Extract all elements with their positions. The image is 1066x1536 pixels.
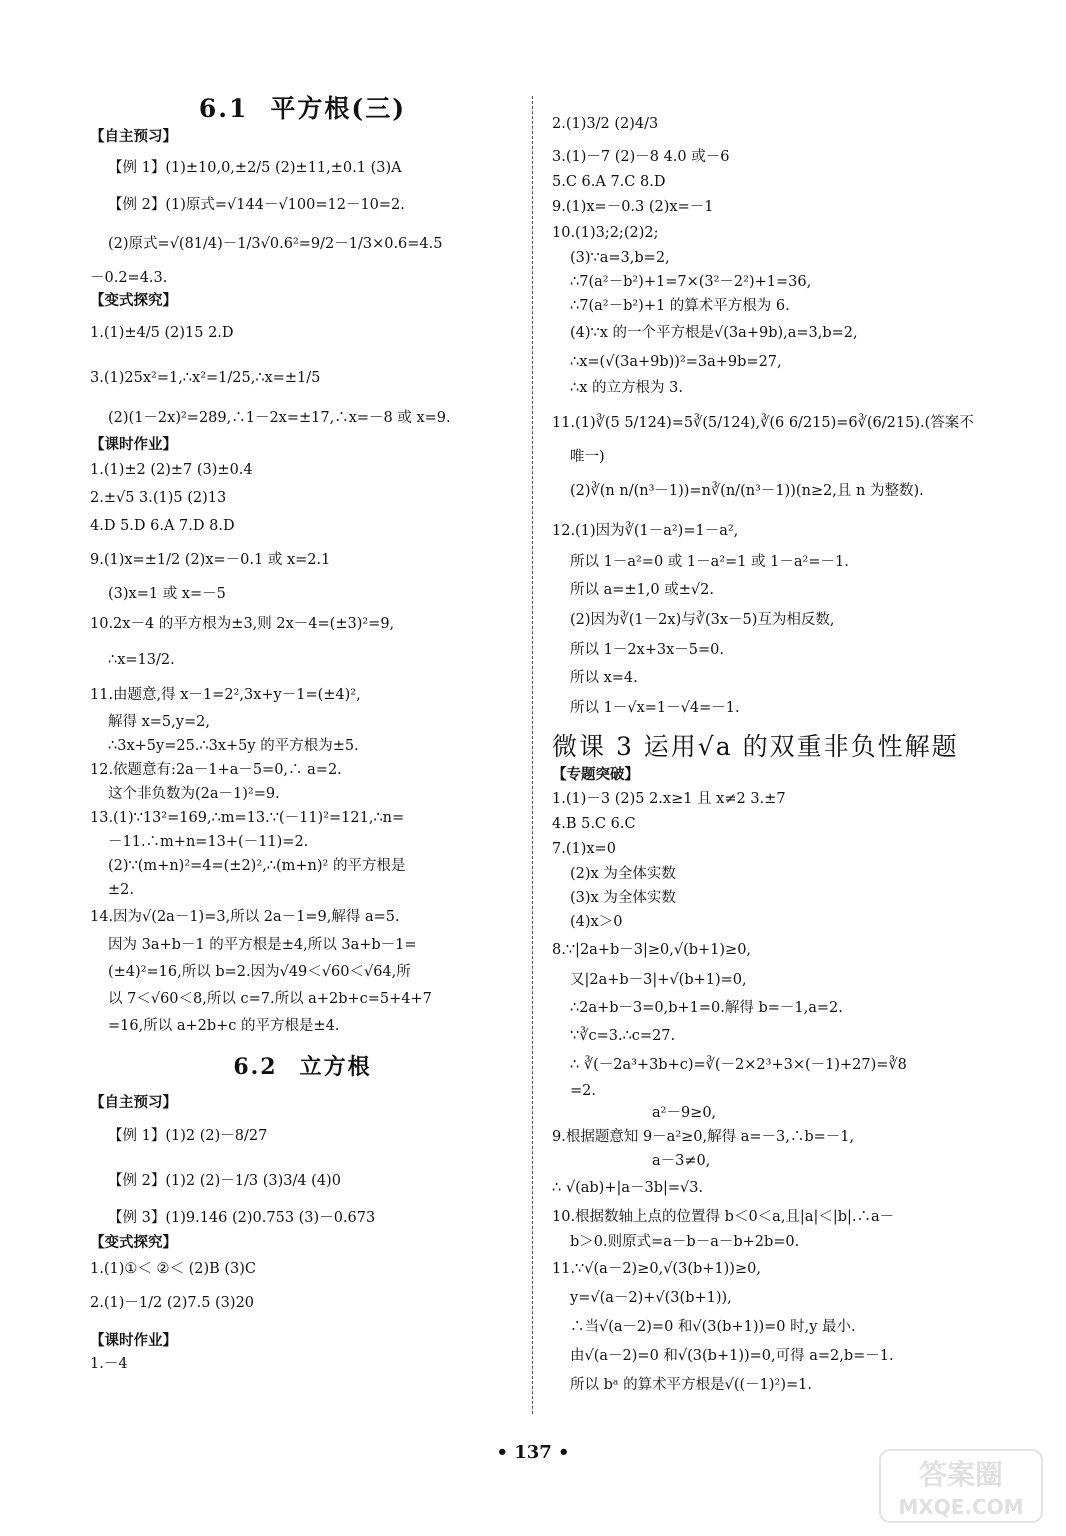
answer-line: 9.(1)x=±1/2 (2)x=－0.1 或 x=2.1: [90, 552, 331, 568]
answer-line: 【例 2】(1)原式=√144－√100=12－10=2.: [108, 197, 405, 213]
answer-line: 10.(1)3;2;(2)2;: [552, 225, 659, 241]
micro-lesson-title: 微课 3 运用√a 的双重非负性解题: [552, 732, 959, 761]
answer-line: 9.(1)x=－0.3 (2)x=－1: [552, 199, 714, 215]
answer-line: 解得 x=5,y=2,: [108, 714, 210, 730]
answer-line: 这个非负数为(2a－1)²=9.: [108, 786, 280, 802]
answer-line: ∴7(a²－b²)+1 的算术平方根为 6.: [570, 298, 790, 314]
answer-line: 1.(1)±4/5 (2)15 2.D: [90, 325, 234, 341]
heading-variant-2: 【变式探究】: [90, 1235, 177, 1251]
answer-line: 1.(1)－3 (2)5 2.x≥1 且 x≠2 3.±7: [552, 791, 786, 807]
answer-line: 11.(1)∛(5 5/124)=5∛(5/124),∛(6 6/215)=6∛(6/215).(答案不: [552, 415, 974, 431]
watermark-logo-icon: [876, 1446, 1046, 1526]
answer-line: 11.由题意,得 x－1=2²,3x+y－1=(±4)²,: [90, 687, 361, 703]
column-divider: [532, 96, 533, 1414]
answer-line: (3)x=1 或 x=－5: [108, 586, 226, 602]
answer-line: 10.根据数轴上点的位置得 b＜0＜a,且|a|＜|b|.∴a－: [552, 1209, 895, 1225]
page-number: • 137 •: [496, 1442, 570, 1463]
answer-line: (2)∛(n n/(n³－1))=n∛(n/(n³－1))(n≥2,且 n 为整数).: [570, 483, 924, 499]
answer-line: ∵∛c=3.∴c=27.: [570, 1028, 676, 1044]
right-column: [552, 104, 992, 1400]
answer-line: (4)x＞0: [570, 914, 623, 930]
answer-line: 1.－4: [90, 1356, 128, 1372]
answer-line: 所以 1－2x+3x－5=0.: [570, 642, 724, 658]
answer-line: 1.(1)①＜ ②＜ (2)B (3)C: [90, 1261, 257, 1277]
answer-line: 【例 3】(1)9.146 (2)0.753 (3)－0.673: [108, 1210, 376, 1226]
answer-line: 由√(a－2)=0 和√(3(b+1))=0,可得 a=2,b=－1.: [570, 1348, 894, 1364]
answer-line: 13.(1)∵13²=169,∴m=13.∵(－11)²=121,∴n=: [90, 810, 405, 826]
answer-line: 又|2a+b－3|+√(b+1)=0,: [570, 972, 747, 988]
answer-line: 3.(1)－7 (2)－8 4.0 或－6: [552, 149, 730, 165]
answer-line: ±2.: [108, 882, 134, 898]
answer-line: ∴ ∛(－2a³+3b+c)=∛(－2×2³+3×(－1)+27)=∛8: [570, 1057, 907, 1073]
heading-homework-2: 【课时作业】: [90, 1333, 177, 1349]
heading-preview-2: 【自主预习】: [90, 1095, 177, 1111]
answer-line: (±4)²=16,所以 b=2.因为√49＜√60＜√64,所: [108, 964, 411, 980]
heading-homework: 【课时作业】: [90, 437, 177, 453]
answer-line: 2.(1)－1/2 (2)7.5 (3)20: [90, 1295, 255, 1311]
answer-line: a²－9≥0,: [652, 1105, 717, 1121]
answer-line: 3.(1)25x²=1,∴x²=1/25,∴x=±1/5: [90, 370, 321, 386]
answer-line: 所以 x=4.: [570, 670, 638, 686]
answer-line: ∴x 的立方根为 3.: [570, 380, 683, 396]
answer-line: 11.∵√(a－2)≥0,√(3(b+1))≥0,: [552, 1261, 761, 1277]
answer-line: 8.∵|2a+b－3|≥0,√(b+1)≥0,: [552, 942, 752, 958]
answer-line: =16,所以 a+2b+c 的平方根是±4.: [108, 1018, 340, 1034]
answer-line: 【例 1】(1)2 (2)－8/27: [108, 1128, 268, 1144]
answer-line: b＞0.则原式=a－b－a－b+2b=0.: [570, 1234, 800, 1250]
answer-line: ∴x=13/2.: [108, 652, 175, 668]
answer-line: 4.B 5.C 6.C: [552, 816, 636, 832]
watermark-top-text: 答案圈: [918, 1458, 1004, 1491]
answer-line: 所以 bᵃ 的算术平方根是√((－1)²)=1.: [570, 1377, 812, 1393]
section-title-6-1: 6.1 平方根(三): [198, 94, 407, 123]
heading-topic: 【专题突破】: [552, 767, 639, 783]
answer-line: =2.: [570, 1083, 596, 1099]
answer-line: (2)因为∛(1－2x)与∛(3x－5)互为相反数,: [570, 612, 835, 628]
answer-line: 唯一): [570, 449, 605, 465]
left-column: [90, 92, 515, 1376]
answer-line: (3)∵a=3,b=2,: [570, 250, 670, 266]
answer-line: 14.因为√(2a－1)=3,所以 2a－1=9,解得 a=5.: [90, 909, 400, 925]
answer-line: 所以 1－√x=1－√4=－1.: [570, 700, 740, 716]
answer-line: 1.(1)±2 (2)±7 (3)±0.4: [90, 462, 253, 478]
answer-line: ∴ √(ab)+|a－3b|=√3.: [552, 1180, 704, 1196]
answer-line: ∴当√(a－2)=0 和√(3(b+1))=0 时,y 最小.: [570, 1319, 856, 1335]
answer-line: 所以 a=±1,0 或±√2.: [570, 582, 714, 598]
section-title-6-2: 6.2 立方根: [233, 1054, 372, 1080]
heading-preview: 【自主预习】: [90, 129, 177, 145]
answer-line: a－3≠0,: [652, 1153, 711, 1169]
answer-line: ∴7(a²－b²)+1=7×(3²－2²)+1=36,: [570, 274, 812, 290]
answer-line: y=√(a－2)+√(3(b+1)),: [570, 1290, 732, 1306]
answer-line: (2)x 为全体实数: [570, 866, 676, 882]
answer-line: (2)原式=√(81/4)－1/3√0.6²=9/2－1/3×0.6=4.5: [108, 236, 443, 252]
answer-line: 【例 2】(1)2 (2)－1/3 (3)3/4 (4)0: [108, 1173, 341, 1189]
answer-line: 9.根据题意知 9－a²≥0,解得 a=－3,∴b=－1,: [552, 1129, 855, 1145]
answer-line: 2.±√5 3.(1)5 (2)13: [90, 490, 227, 506]
answer-line: 5.C 6.A 7.C 8.D: [552, 174, 666, 190]
answer-line: －0.2=4.3.: [90, 270, 168, 286]
answer-line: 以 7＜√60＜8,所以 c=7.所以 a+2b+c=5+4+7: [108, 991, 432, 1007]
answer-line: 【例 1】(1)±10,0,±2/5 (2)±11,±0.1 (3)A: [108, 160, 402, 176]
answer-line: ∴3x+5y=25.∴3x+5y 的平方根为±5.: [108, 738, 359, 754]
heading-variant: 【变式探究】: [90, 293, 177, 309]
watermark-bottom-text: MXQE.COM: [898, 1495, 1024, 1519]
answer-line: (3)x 为全体实数: [570, 890, 676, 906]
answer-line: 2.(1)3/2 (2)4/3: [552, 116, 659, 132]
answer-line: 7.(1)x=0: [552, 841, 616, 857]
answer-line: ∴x=(√(3a+9b))²=3a+9b=27,: [570, 354, 782, 370]
answer-line: (4)∵x 的一个平方根是√(3a+9b),a=3,b=2,: [570, 325, 858, 341]
answer-line: (2)∵(m+n)²=4=(±2)²,∴(m+n)² 的平方根是: [108, 858, 406, 874]
answer-line: 12.(1)因为∛(1－a²)=1－a²,: [552, 523, 739, 539]
answer-line: 4.D 5.D 6.A 7.D 8.D: [90, 518, 235, 534]
answer-line: ∴2a+b－3=0,b+1=0.解得 b=－1,a=2.: [570, 1000, 843, 1016]
answer-line: －11.∴m+n=13+(－11)=2.: [108, 834, 309, 850]
answer-line: 因为 3a+b－1 的平方根是±4,所以 3a+b－1=: [108, 937, 417, 953]
answer-line: 10.2x－4 的平方根为±3,则 2x－4=(±3)²=9,: [90, 616, 395, 632]
answer-line: (2)(1－2x)²=289,∴1－2x=±17,∴x=－8 或 x=9.: [108, 410, 451, 426]
answer-line: 12.依题意有:2a－1+a－5=0,∴ a=2.: [90, 762, 342, 778]
answer-line: 所以 1－a²=0 或 1－a²=1 或 1－a²=－1.: [570, 554, 849, 570]
